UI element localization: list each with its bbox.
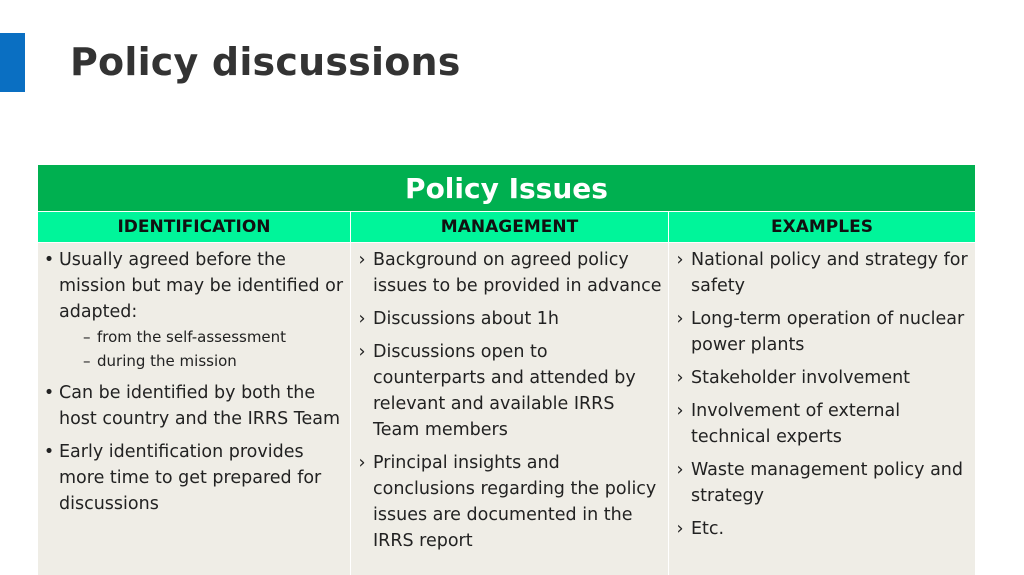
- identification-list: [42, 247, 344, 517]
- list-item-text: Long-term operation of nuclear power plants: [691, 309, 965, 355]
- chevron-marker: ›: [358, 250, 366, 270]
- sub-list-item-text: during the mission: [97, 352, 237, 370]
- examples-cell: [668, 243, 975, 575]
- management-list: [355, 247, 662, 554]
- list-item: [42, 439, 344, 517]
- list-item: [42, 380, 344, 432]
- list-item-text: Can be identified by both the host country and the IRRS Team: [59, 383, 340, 429]
- list-item: [673, 457, 969, 509]
- list-item-text: Principal insights and conclusions regarding the policy issues are documented in the IRRS report: [373, 453, 657, 551]
- list-item-text: Involvement of external technical experts: [691, 401, 901, 447]
- dash-marker: –: [83, 328, 91, 346]
- list-item: [673, 365, 969, 391]
- column-header-identification: IDENTIFICATION: [117, 217, 271, 237]
- list-item-text: Early identification provides more time to get prepared for discussions: [59, 442, 322, 514]
- list-item-text: Discussions about 1h: [373, 309, 560, 329]
- list-item-text: National policy and strategy for safety: [691, 250, 968, 296]
- column-header-examples: EXAMPLES: [668, 212, 975, 242]
- list-item: [355, 247, 662, 299]
- table-title: Policy Issues: [38, 165, 975, 211]
- chevron-marker: ›: [676, 401, 684, 421]
- chevron-marker: ›: [358, 342, 366, 362]
- column-header-row: [38, 211, 975, 243]
- title-accent-bar: [0, 33, 25, 92]
- list-item-text: Etc.: [691, 519, 725, 539]
- list-item: [673, 516, 969, 542]
- list-item: [673, 306, 969, 358]
- dash-marker: –: [83, 352, 91, 370]
- list-item-text: Background on agreed policy issues to be provided in advance: [373, 250, 662, 296]
- policy-issues-table: [38, 165, 975, 575]
- list-item-text: Stakeholder involvement: [691, 368, 911, 388]
- column-header-management: MANAGEMENT: [350, 212, 668, 242]
- bullet-marker: •: [43, 250, 55, 270]
- identification-cell: [38, 243, 350, 575]
- list-item: [355, 450, 662, 554]
- chevron-marker: ›: [358, 309, 366, 329]
- list-item: [673, 247, 969, 299]
- examples-list: [673, 247, 969, 542]
- list-item: [355, 306, 662, 332]
- chevron-marker: ›: [676, 519, 684, 539]
- list-item: [42, 247, 344, 373]
- list-item-text: Usually agreed before the mission but may be identified or adapted:: [59, 250, 344, 322]
- chevron-marker: ›: [676, 309, 684, 329]
- chevron-marker: ›: [676, 460, 684, 480]
- sub-list: [59, 325, 344, 373]
- table-body-row: [38, 243, 975, 575]
- management-cell: [350, 243, 668, 575]
- list-item-text: Waste management policy and strategy: [691, 460, 964, 506]
- list-item-text: Discussions open to counterparts and attended by relevant and available IRRS Team members: [373, 342, 636, 440]
- sub-list-item: [59, 325, 344, 349]
- chevron-marker: ›: [676, 368, 684, 388]
- sub-list-item: [59, 349, 344, 373]
- list-item: [673, 398, 969, 450]
- chevron-marker: ›: [358, 453, 366, 473]
- bullet-marker: •: [43, 383, 55, 403]
- sub-list-item-text: from the self-assessment: [97, 328, 287, 346]
- list-item: [355, 339, 662, 443]
- slide-title: Policy discussions: [70, 40, 461, 84]
- chevron-marker: ›: [676, 250, 684, 270]
- bullet-marker: •: [43, 442, 55, 462]
